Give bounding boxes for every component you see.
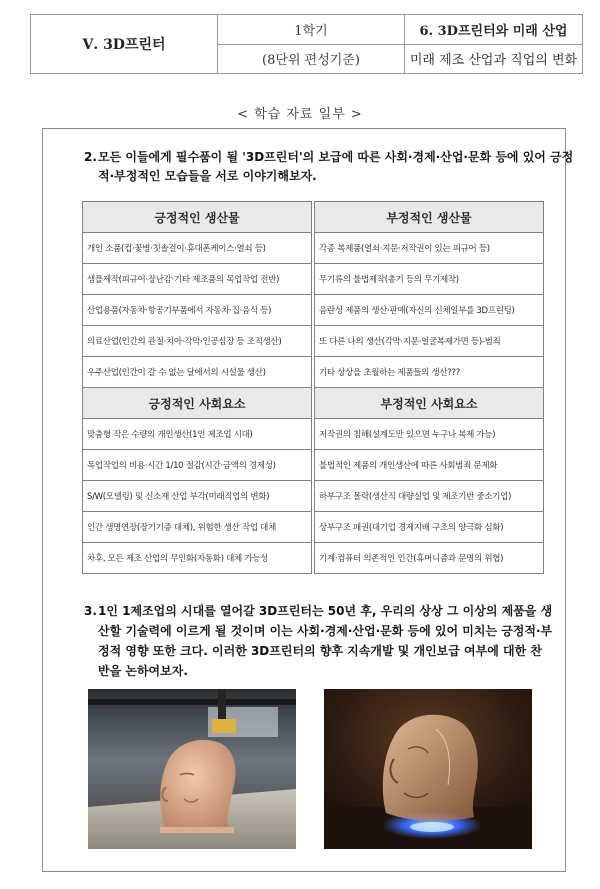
transparent-head-photo: [324, 689, 532, 849]
table-cell: 산업용품(자동차·항공기부품에서 자동차·집·음식 등): [83, 295, 312, 326]
positive-products-heading: 긍정적인 생산물: [83, 202, 312, 233]
positive-table: [82, 201, 312, 574]
question-2-line-1: 모든 이들에게 필수품이 될 '3D프린터'의 보급에 따른 사회·경제·산업·문화 등에 있어 긍정: [98, 150, 574, 164]
positive-social-heading: 긍정적인 사회요소: [83, 388, 312, 419]
table-cell: S/W(모델링) 및 신소재 산업 부각(미래직업의 변화): [83, 481, 312, 512]
section-caption: < 학습 자료 일부 >: [237, 107, 363, 122]
chapter-title: 6. 3D프린터와 미래 산업: [405, 15, 583, 45]
table-cell: 기타 상상을 초월하는 제품들의 생산???: [315, 357, 544, 388]
table-cell: 하부구조 몰락(생산직 대량실업 및 제조기반 중소기업): [315, 481, 544, 512]
table-cell: 무기류의 불법제작(총기 등의 무기제작): [315, 264, 544, 295]
negative-table: [314, 201, 544, 574]
table-cell: 개인 소품(컵·꽃병·칫솔걸이·휴대폰케이스·열쇠 등): [83, 233, 312, 264]
table-cell: 음란성 제품의 생산·판매(자신의 신체일부를 3D프린팅): [315, 295, 544, 326]
table-cell: 샘플제작(피규어·장난감·기타 제조품의 목업작업 전반): [83, 264, 312, 295]
table-cell: 저작권의 침해(설계도만 있으면 누구나 복제 가능): [315, 419, 544, 450]
table-cell: 불법적인 제품의 개인생산에 따른 사회범죄 문제화: [315, 450, 544, 481]
question-3-line-3: 정적 영향 또한 크다. 이러한 3D프린터의 향후 지속개발 및 개인보급 여부에 대한 찬: [98, 644, 542, 658]
negative-social-heading: 부정적인 사회요소: [315, 388, 544, 419]
question-2-line-2: 적·부정적인 모습들을 서로 이야기해보자.: [98, 169, 317, 183]
table-cell: 기계·컴퓨터 의존적인 인간(휴머니즘과 문명의 위협): [315, 543, 544, 574]
table-cell: 목업작업의 비용·시간 1/10 절감(시간·금액의 경제성): [83, 450, 312, 481]
table-cell: 또 다른 나의 생산(각막·지문·얼굴복제가면 등)-범죄: [315, 326, 544, 357]
table-cell: 각종 복제품(열쇠·지문·저작권이 있는 피규어 등): [315, 233, 544, 264]
printed-head-photo: [88, 689, 296, 849]
table-cell: 인간 생명연장(장기기증 대체), 위험한 생산 작업 대체: [83, 512, 312, 543]
unit-title: Ⅴ. 3D프린터: [31, 15, 218, 74]
basis-label: (8단위 편성기준): [218, 44, 405, 74]
table-cell: 차후, 모든 제조 산업의 무인화(자동화) 대체 가능성: [83, 543, 312, 574]
question-3-line-1: 1인 1제조업의 시대를 열어갈 3D프린터는 50년 후, 우리의 상상 그 이상의 제품을 생: [98, 604, 553, 618]
question-3-line-4: 반을 논하여보자.: [98, 664, 188, 678]
table-cell: 의료산업(인간의 관절·치아·각막·인공심장 등 조직생산): [83, 326, 312, 357]
semester-label: 1학기: [218, 15, 405, 45]
table-cell: 우주산업(인간이 갈 수 없는 달에서의 시설물 생산): [83, 357, 312, 388]
question-3-line-2: 산할 기술력에 이르게 될 것이며 이는 사회·경제·산업·문화 등에 있어 미치는 긍정적·부: [98, 624, 553, 638]
header-table: [30, 14, 583, 74]
table-cell: 상부구조 패권(대기업 경제지배 구조의 양극화 심화): [315, 512, 544, 543]
question-3-number: 3.: [84, 604, 97, 618]
table-cell: 맞춤형 작은 수량의 개인생산(1인 제조업 시대): [83, 419, 312, 450]
negative-products-heading: 부정적인 생산물: [315, 202, 544, 233]
chapter-subtitle: 미래 제조 산업과 직업의 변화: [405, 44, 583, 74]
question-2-number: 2.: [84, 150, 97, 164]
